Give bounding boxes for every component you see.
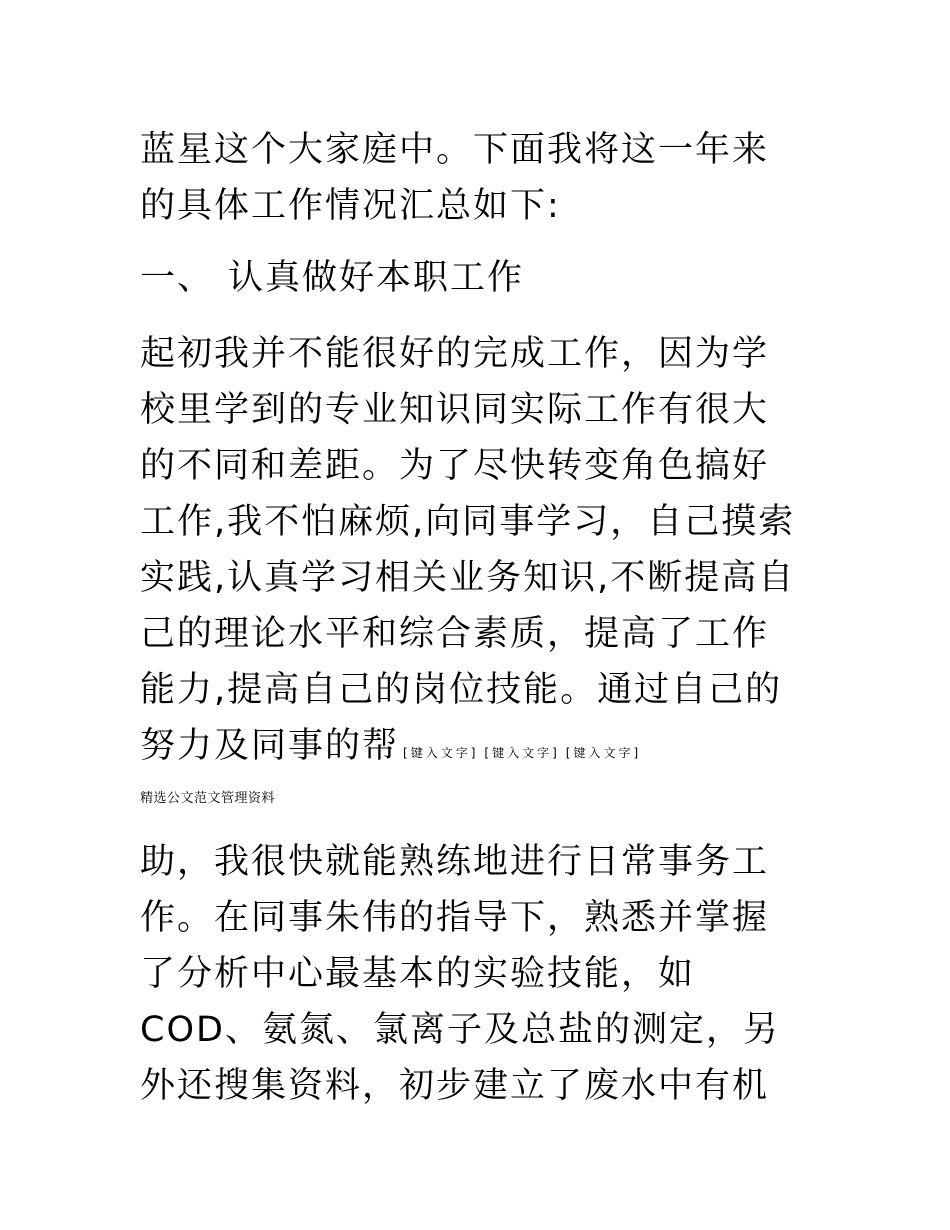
paragraph-line: 的具体工作情况汇总如下:	[140, 186, 561, 226]
page-footer: 精选公文范文管理资料	[140, 791, 276, 806]
paragraph-line: 的不同和差距。为了尽快转变角色搞好	[140, 446, 770, 486]
paragraph-text: 努力及同事的帮	[140, 726, 400, 766]
paragraph-line: 校里学到的专业知识同实际工作有很大	[140, 390, 770, 430]
section-number: 一、	[140, 258, 215, 298]
paragraph-line: 起初我并不能很好的完成工作，因为学	[140, 334, 770, 374]
header-placeholder-left[interactable]: [键入文字]	[403, 746, 479, 760]
paragraph-line: 作。在同事朱伟的指导下，熟悉并掌握	[140, 898, 770, 938]
page-header-placeholders	[403, 746, 647, 760]
header-placeholder-center[interactable]: [键入文字]	[484, 746, 560, 760]
paragraph-line: 己的理论水平和综合素质，提高了工作	[140, 614, 770, 654]
paragraph-line: 蓝星这个大家庭中。下面我将这一年来	[140, 130, 770, 170]
paragraph-line: 助，我很快就能熟练地进行日常事务工	[140, 842, 770, 882]
paragraph-line: 外还搜集资料，初步建立了废水中有机	[140, 1066, 770, 1106]
header-placeholder-right[interactable]: [键入文字]	[565, 746, 642, 760]
paragraph-line: COD、氨氮、氯离子及总盐的测定，另	[140, 1010, 780, 1050]
paragraph-line: 能力,提高自己的岗位技能。通过自己的	[140, 670, 783, 710]
paragraph-line: 工作,我不怕麻烦,向同事学习，自己摸索	[140, 502, 796, 542]
section-title: 认真做好本职工作	[228, 258, 525, 298]
paragraph-line: 了分析中心最基本的实验技能，如	[140, 954, 696, 994]
paragraph-line: 实践,认真学习相关业务知识,不断提高自	[140, 558, 796, 598]
section-heading	[140, 256, 524, 300]
paragraph-line-with-header	[140, 724, 647, 775]
